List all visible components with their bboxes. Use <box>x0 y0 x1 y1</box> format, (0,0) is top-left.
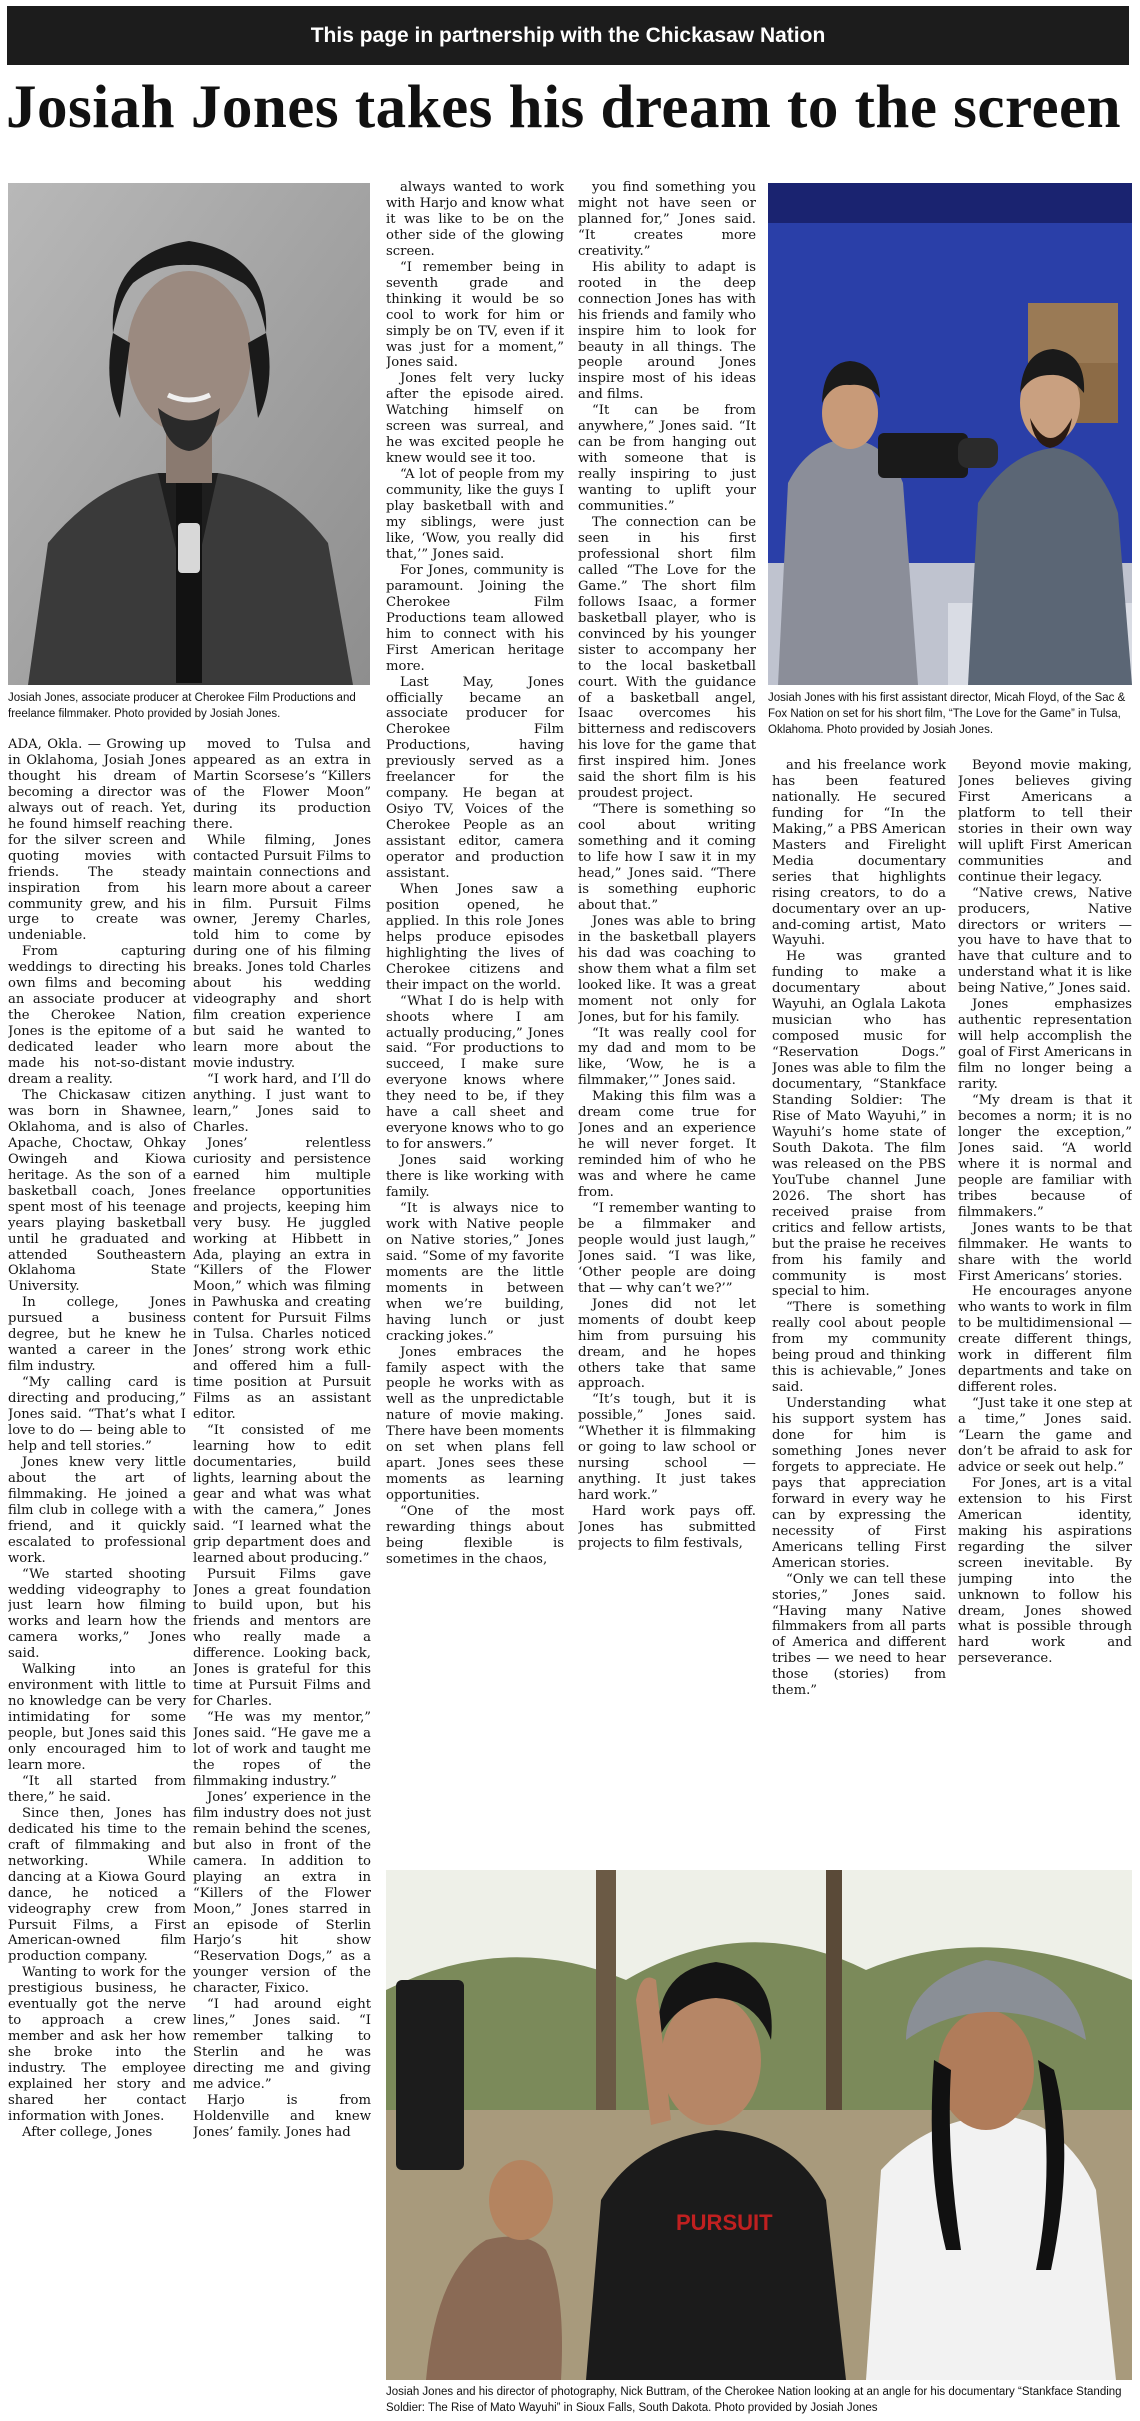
article-paragraph: “It was really cool for my dad and mom to be like, ‘Wow, he is a filmmaker,’” Jones said. <box>578 1025 756 1089</box>
article-paragraph: Hard work pays off. Jones has submitted projects to film festivals, <box>578 1504 756 1552</box>
article-paragraph: “There is something really cool about people from my community being proud and thinking this is achievable,” Jones said. <box>772 1300 946 1396</box>
article-paragraph: “It’s tough, but it is possible,” Jones said. “Whether it is filmmaking or going to law school or nursing school — anything. It just takes hard work.” <box>578 1392 756 1504</box>
article-paragraph: In college, Jones pursued a business degree, but he knew he wanted a career in the film industry. <box>8 1295 186 1375</box>
article-column-2 <box>193 737 371 2421</box>
article-paragraph: “I work hard, and I’ll do anything. I just want to learn,” Jones said to Charles. <box>193 1072 371 1135</box>
article-paragraph: “It is always nice to work with Native people on Native stories,” Jones said. “Some of my favorite moments are the little moments in between when we’re building, having lunch or just cracking jokes.” <box>386 1201 564 1344</box>
article-paragraph: Jones emphasizes authentic representation will help accomplish the goal of First Americans in film no longer being a rarity. <box>958 997 1132 1093</box>
article-paragraph: “I remember being in seventh grade and thinking it would be so cool to work for him or simply be on TV, even if it was just for a moment,” Jones said. <box>386 259 564 371</box>
article-paragraph: Jones did not let moments of doubt keep him from pursuing his dream, and he hopes others take that same approach. <box>578 1296 756 1392</box>
article-paragraph: “We started shooting wedding videography to just learn how filming works and learn how the camera works,” Jones said. <box>8 1566 186 1662</box>
portrait-caption: Josiah Jones, associate producer at Cherokee Film Productions and freelance filmmaker. Photo provided by Josiah Jones. <box>8 692 356 720</box>
article-paragraph: “It can be from anywhere,” Jones said. “It can be from hanging out with someone that is really inspiring to just wanting to uplift your communities.” <box>578 403 756 515</box>
article-paragraph: Jones was able to bring in the basketball players his dad was coaching to show them what a film set looked like. It was a great moment not only for Jones, but for his family. <box>578 913 756 1025</box>
article-paragraph: From capturing weddings to directing his own films and becoming an associate producer at the Cherokee Nation, Jones is the epitome of a dedicated leader who made his not-so-distant dream a reality. <box>8 944 186 1088</box>
article-paragraph: After college, Jones <box>22 2124 153 2140</box>
partnership-banner: This page in partnership with the Chickasaw Nation <box>7 6 1129 65</box>
article-paragraph: He encourages anyone who wants to work in film to be multidimensional — create different things, work in different film departments and take on different roles. <box>958 1284 1132 1396</box>
article-paragraph: The connection can be seen in his first professional short film called “The Love for the Game.” The short film follows Isaac, a former basketball player, who is convinced by his younger sister to accompany her to the local basketball court. With the guidance of a basketball angel, Isaac overcomes his bitterness and rediscovers his love for the game that first inspired him. Jones said the short film is his proudest project. <box>578 515 756 802</box>
article-paragraph: He was granted funding to make a documentary about Wayuhi, an Oglala Lakota musician who has composed music for “Reservation Dogs.” Jones was able to film the documentary, “Stankface Standing Soldier: The Rise of Mato Wayuhi,” in Wayuhi’s home state of South Dakota. The film was released on the PBS YouTube channel June 2026. The short has received praise from critics and fellow artists, but the praise he receives from his family and community is most special to him. <box>772 949 946 1300</box>
article-paragraph: “It consisted of me learning how to edit documentaries, build lights, learning about the gear and what was what with the camera,” Jones said. “I learned what the grip department does and learned about producing.” <box>193 1422 371 1566</box>
article-paragraph: “Native crews, Native producers, Native directors or writers — you have to have that to have that culture and to understand what it is like being Native,” Jones said. <box>958 885 1132 997</box>
portrait-photo <box>8 183 370 685</box>
article-paragraph: Jones embraces the family aspect with the people he works with as well as the unpredictable nature of movie making. There have been moments on set when plans fell apart. Jones sees these moments as learning opportunities. <box>386 1344 564 1504</box>
article-column-4 <box>578 180 756 1852</box>
article-paragraph: The Chickasaw citizen was born in Shawnee, Oklahoma, and is also of Apache, Choctaw, Ohkay Owingeh and Kiowa heritage. As the son of a basketball coach, Jones spent most of his teenage years playing basketball until he graduated and attended Southeastern Oklahoma State University. <box>8 1087 186 1295</box>
article-paragraph: For Jones, community is paramount. Joining the Cherokee Film Productions team allowed him to connect with his First American heritage more. <box>386 562 564 674</box>
article-paragraph: Jones felt very lucky after the episode aired. Watching himself on screen was surreal, and he was excited people he knew would see it too. <box>386 371 564 467</box>
article-paragraph: His ability to adapt is rooted in the deep connection Jones has with his friends and family who inspire him to look for beauty in all things. The people around Jones inspire most of his ideas and films. <box>578 259 756 403</box>
svg-text:PURSUIT: PURSUIT <box>676 2210 773 2235</box>
article-paragraph: Jones’ experience in the film industry does not just remain behind the scenes, but also in front of the camera. In addition to playing an extra in “Killers of the Flower Moon,” Jones starred in an episode of Sterlin Harjo’s hit show “Reservation Dogs,” as a younger version of the character, Fixico. <box>193 1789 371 1997</box>
article-paragraph: Beyond movie making, Jones believes giving First Americans a platform to tell their stories in their own way will uplift First American communities and continue their legacy. <box>958 758 1132 885</box>
article-paragraph: For Jones, art is a vital extension to his First American identity, making his aspirations regarding the silver screen inevitable. By jumping into the unknown to follow his dream, Jones showed what is possible through hard work and perseverance. <box>958 1475 1132 1667</box>
article-paragraph: “What I do is help with shoots where I am actually producing,” Jones said. “For productions to succeed, I make sure everyone knows where they need to be, if they have a call sheet and everyone knows who to go to for answers.” <box>386 993 564 1153</box>
article-paragraph: “It all started from there,” he said. <box>8 1773 186 1805</box>
article-paragraph: always wanted to work with Harjo and know what it was like to be on the other side of the glowing screen. <box>386 180 564 259</box>
article-paragraph: Jones said working there is like working with family. <box>386 1153 564 1201</box>
article-paragraph: “There is something so cool about writing something and it coming to life how I saw it in my head,” Jones said. “There is something euphoric about that.” <box>578 802 756 913</box>
article-paragraph: “A lot of people from my community, like the guys I play basketball with and my siblings, were just like, ‘Wow, you really did that,’” Jones said. <box>386 467 564 562</box>
documentary-photo <box>386 1870 1132 2380</box>
article-paragraph: While filming, Jones contacted Pursuit Films to maintain connections and learn more about a career in film. Pursuit Films owner, Jeremy Charles, told him to come by during one of his filming breaks. Jones told Charles about his wedding videography and short film creation experience but said he wanted to learn more about the movie industry. <box>193 832 371 1072</box>
article-paragraph: Jones wants to be that filmmaker. He wants to share with the world First Americans’ stories. <box>958 1220 1132 1284</box>
headline: Josiah Jones takes his dream to the screen <box>6 74 1122 141</box>
article-column-6 <box>958 758 1132 1858</box>
article-paragraph: Making this film was a dream come true for Jones and an experience he will never forget. It reminded him of who he was and where he came from. <box>578 1089 756 1201</box>
article-paragraph: Pursuit Films gave Jones a great foundation to build upon, but his friends and mentors are who really made a difference. Looking back, Jones is grateful for this time at Pursuit Films and for Charles. <box>193 1566 371 1710</box>
article-paragraph: Jones knew very little about the art of filmmaking. He joined a film club in college with a friend, and it quickly escalated to professional work. <box>8 1454 186 1566</box>
article-paragraph: Jones’ relentless curiosity and persistence earned him multiple freelance opportunities and projects, keeping him very busy. He juggled working at Hibbett in Ada, playing an extra in “Killers of the Flower Moon,” which was filming in Pawhuska and creating content for Pursuit Films in Tulsa. Charles noticed Jones’ strong work ethic and offered him a full-time position at Pursuit Films as an assistant editor. <box>193 1135 371 1423</box>
article-paragraph: and his freelance work has been featured nationally. He secured funding for “In the Making,” a PBS American Masters and Firelight Media documentary series that highlights rising creators, to do a documentary over an up-and-coming artist, Mato Wayuhi. <box>772 758 946 949</box>
article-paragraph: “He was my mentor,” Jones said. “He gave me a lot of work and taught me the ropes of the filmmaking industry.” <box>193 1710 371 1789</box>
article-paragraph: “My dream is that it becomes a norm; it is no longer the exception,” Jones said. “A world where it is normal and people are familiar with tribes because of filmmakers.” <box>958 1093 1132 1220</box>
article-paragraph: “I had around eight lines,” Jones said. “I remember talking to Sterlin and he was directing me and giving me advice.” <box>193 1997 371 2093</box>
article-column-3 <box>386 180 564 1852</box>
article-column-5 <box>772 758 946 1858</box>
article-paragraph: Last May, Jones officially became an associate producer for Cherokee Film Productions, having previously served as a freelancer for the company. He began at Osiyo TV, Voices of the Cherokee People as an assistant editor, camera operator and production assistant. <box>386 674 564 881</box>
article-paragraph: “Just take it one step at a time,” Jones said. “Learn the game and don’t be afraid to ask for advice or seek out help.” <box>958 1396 1132 1475</box>
article-column-1 <box>8 737 186 2421</box>
article-paragraph: ADA, Okla. — Growing up in Oklahoma, Josiah Jones thought his dream of becoming a director was always out of reach. Yet, he found himself reaching for the silver screen and quoting movies with friends. The steady inspiration from his community grew, and his urge to create was undeniable. <box>8 737 186 944</box>
article-paragraph: “My calling card is directing and producing,” Jones said. “That’s what I love to do — being able to help and tell stories.” <box>8 1375 186 1454</box>
article-paragraph: “Only we can tell these stories,” Jones said. “Having many Native filmmakers from all parts of America and different tribes — we need to hear those (stories) from them.” <box>772 1571 946 1699</box>
article-paragraph: Walking into an environment with little to no knowledge can be very intimidating for some people, but Jones said this only encouraged him to learn more. <box>8 1662 186 1773</box>
article-paragraph: “I remember wanting to be a filmmaker and people would just laugh,” Jones said. “I was like, ‘Other people are doing that — why can’t we?’” <box>578 1201 756 1296</box>
on-set-photo <box>768 183 1132 685</box>
article-paragraph: Since then, Jones has dedicated his time to the craft of filmmaking and networking. While dancing at a Kiowa Gourd dance, he noticed a videography crew from Pursuit Films, a First American-owned film production company. <box>8 1805 186 1965</box>
documentary-caption: Josiah Jones and his director of photography, Nick Buttram, of the Cherokee Nation looking at an angle for his documentary “Stankface Standing Soldier: The Rise of Mato Wayuhi” in Sioux Falls, South Dakota. Photo provided by Josiah Jones <box>386 2386 1122 2414</box>
article-paragraph: “One of the most rewarding things about being flexible is sometimes in the chaos, <box>386 1504 564 1567</box>
article-paragraph: you find something you might not have seen or planned for,” Jones said. “It creates more creativity.” <box>578 180 756 259</box>
article-paragraph: When Jones saw a position opened, he applied. In this role Jones helps produce episodes highlighting the lives of Cherokee citizens and their impact on the world. <box>386 881 564 993</box>
article-paragraph: Understanding what his support system has done for him is something Jones never forgets to appreciate. He pays that appreciation forward in every way he can by expressing the necessity of First Americans telling First American stories. <box>772 1396 946 1571</box>
on-set-caption: Josiah Jones with his first assistant director, Micah Floyd, of the Sac & Fox Nation on set for his short film, “The Love for the Game” in Tulsa, Oklahoma. Photo provided by Josiah Jones. <box>768 692 1126 736</box>
article-paragraph: Harjo is from Holdenville and knew Jones’ family. Jones had <box>193 2093 371 2140</box>
article-paragraph: Wanting to work for the prestigious business, he eventually got the nerve to approach a crew member and ask her how she broke into the industry. The employee explained her story and shared her contact information with Jones. <box>8 1965 186 2124</box>
article-paragraph: moved to Tulsa and appeared as an extra in Martin Scorsese’s “Killers of the Flower Moon” during its production there. <box>193 737 371 832</box>
